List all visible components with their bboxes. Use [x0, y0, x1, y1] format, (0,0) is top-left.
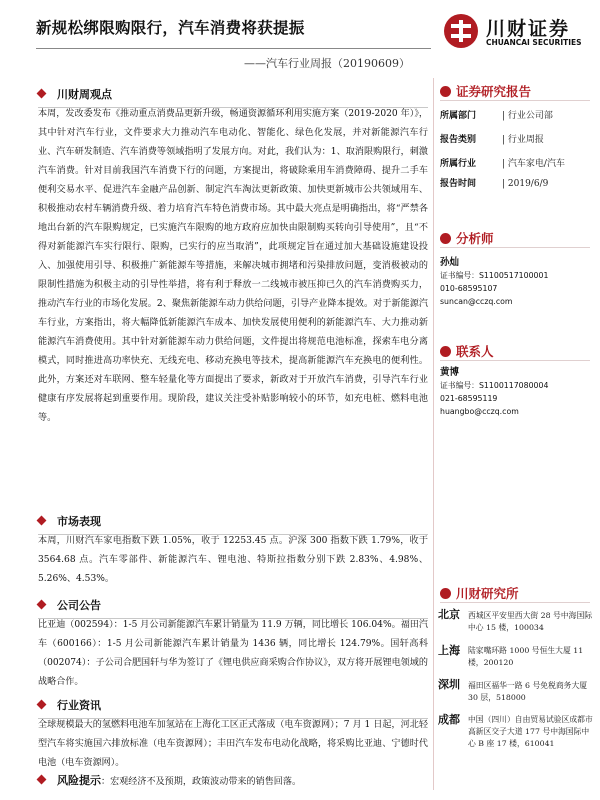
contact-card — [440, 366, 548, 418]
analyst-icon — [440, 233, 451, 244]
section-risk: 风险提示：宏观经济不及预期，政策波动带来的销售回落。 — [38, 772, 301, 788]
diamond-bullet-icon — [37, 700, 47, 710]
contact-phone: 021-68595119 — [440, 394, 498, 403]
report-icon — [440, 86, 451, 97]
office-addr-beijing: 西城区平安里西大街 28 号中海国际中心 15 楼，100034 — [468, 611, 593, 632]
section-text-industry-news: 全球规模最大的氢燃料电池车加氢站在上海化工区正式落成（电车资源网）；7 月 1 日起，河北轻型汽车将实施国六排放标准（电车资源网）；丰田汽车发布电动化战略，将采购比亚迪、宁德时代电池（电车资源网）。 — [38, 720, 428, 768]
section-heading-market: 市场表现 — [38, 513, 101, 529]
section-text-weekly-view: 本周，发改委发布《推动重点消费品更新升级，畅通资源循环利用实施方案（2019-2020 年）》，其中针对汽车行业，文件要求大力推动汽车电动化、智能化、绿色化发展，并对新能源汽车行业、汽车研发制造、汽车消费等领域指明了发展方向。对此，我们认为：1、取消限购限行，刺激汽车消费。针对目前我国汽车消费下行的问题，方案提出，将破除乘用车消费障碍、提升二手车便利交易水平、促进汽车金融产品创新、制定汽车淘汰更新政策、加快更新城市公共领域用车、积极推动农村车辆消费升级、着力培育汽车特色消费市场。其中最大亮点是明确指出，将“严禁各地出台新的汽车限购规定，已实施汽车限购的地方政府应加快由限制购买转向引导使用”，且“不得对新能源汽车实行限行、限购，已实行的应当取消”，此项规定旨在通过加大基础设施建设投入、加强使用引导、积极推广新能源车等措施，来解决城市拥堵和污染排放问题，变消极被动的限制性措施为积极主动的引导性举措，将有利于释放一二线城市被压抑已久的汽车消费购买力，推动汽车行业的市场化发展。2、聚焦新能源车动力供给问题，引导产业降本提效。对于新能源汽车行业，方案指出，将大幅降低新能源汽车成本、加快发展使用便利的新能源汽车、大力推动新能源汽车消费使用。其中针对新能源车动力供给问题，文件提出将规范电池标准，探索车电分离模式，同时推进高功率快充、无线充电、移动充换电等技术，提高新能源汽车充换电的便利性。此外，方案还对车联网、整车轻量化等方面提出了要求，新政对于开放汽车消费，引导汽车行业健康有序发展将起到重要作用。现阶段，建议关注受补贴影响较小的环节，如充电桩、燃料电池等。 — [38, 109, 428, 423]
diamond-bullet-icon — [37, 775, 47, 785]
analyst-heading: 分析师 — [440, 229, 494, 247]
diamond-bullet-icon — [37, 516, 47, 526]
office-addr-chengdu: 中国（四川）自由贸易试验区成都市高新区交子大道 177 号中海国际中心 B 座 17 楼，610041 — [468, 715, 593, 748]
analyst-phone: 010-68595107 — [440, 284, 498, 293]
office-city-shenzhen: 深圳 — [438, 678, 460, 691]
info-row-department: 所属部门 | 行业公司部 — [440, 111, 553, 121]
office-city-shanghai: 上海 — [438, 644, 460, 657]
section-heading-weekly-view: 川财周观点 — [38, 86, 112, 102]
office-addr-shanghai: 陆家嘴环路 1000 号恒生大厦 11 楼，200120 — [468, 646, 584, 667]
column-divider — [433, 78, 434, 790]
office-city-chengdu: 成都 — [438, 713, 460, 726]
section-heading-announcements: 公司公告 — [38, 597, 101, 613]
contact-heading: 联系人 — [440, 342, 494, 360]
office-city-beijing: 北京 — [438, 608, 460, 621]
diamond-bullet-icon — [37, 600, 47, 610]
logo-emblem-icon — [444, 14, 478, 48]
section-text-announcements: 比亚迪（002594）：1-5 月公司新能源汽车累计销量为 11.9 万辆，同比增长 106.04%。福田汽车（600166）：1-5 月公司新能源汽车累计销量为 1436 辆，同比增长 124.79%。国轩高科（002074）：子公司合肥国轩与华为签订了《锂电供应商采购合作协议》，双方将开展锂电领域的战略合作。 — [38, 620, 428, 687]
analyst-cert: 证书编号：S1100517100001 — [440, 271, 549, 280]
info-row-industry: 所属行业 | 汽车家电/汽车 — [440, 159, 565, 169]
contact-cert: 证书编号：S1100117080004 — [440, 381, 549, 390]
logo-text-cn: 川财证券 — [486, 18, 571, 40]
section-text-market: 本周，川财汽车家电指数下跌 1.05%，收于 12253.45 点。沪深 300 指数下跌 1.79%，收于 3564.68 点。汽车零部件、新能源汽车、锂电池、特斯拉指数分别下跌 2.83%、4.98%、5.26%、4.53%。 — [38, 536, 428, 584]
company-logo — [444, 14, 586, 52]
title-divider — [36, 48, 431, 49]
contact-name: 黄博 — [440, 367, 460, 378]
report-info-heading: 证券研究报告 — [440, 82, 531, 100]
analyst-name: 孙灿 — [440, 257, 460, 268]
contact-email[interactable]: huangbo@cczq.com — [440, 407, 519, 416]
info-row-date: 报告时间 | 2019/6/9 — [440, 179, 549, 189]
risk-text: ：宏观经济不及预期，政策波动带来的销售回落。 — [101, 777, 302, 787]
analyst-email[interactable]: suncan@cczq.com — [440, 297, 513, 306]
office-addr-shenzhen: 福田区福华一路 6 号免税商务大厦 30 层，518000 — [468, 681, 588, 702]
report-subtitle: ——汽车行业周报（20190609） — [244, 57, 410, 70]
analyst-card — [440, 256, 548, 308]
diamond-bullet-icon — [37, 89, 47, 99]
info-row-category: 报告类别 | 行业周报 — [440, 135, 544, 145]
logo-text-en: CHUANCAI SECURITIES — [486, 38, 582, 47]
institute-icon — [440, 588, 451, 599]
institute-heading: 川财研究所 — [440, 584, 519, 602]
report-title: 新规松绑限购限行，汽车消费将获提振 — [36, 18, 305, 37]
section-heading-industry-news: 行业资讯 — [38, 697, 101, 713]
contact-icon — [440, 346, 451, 357]
